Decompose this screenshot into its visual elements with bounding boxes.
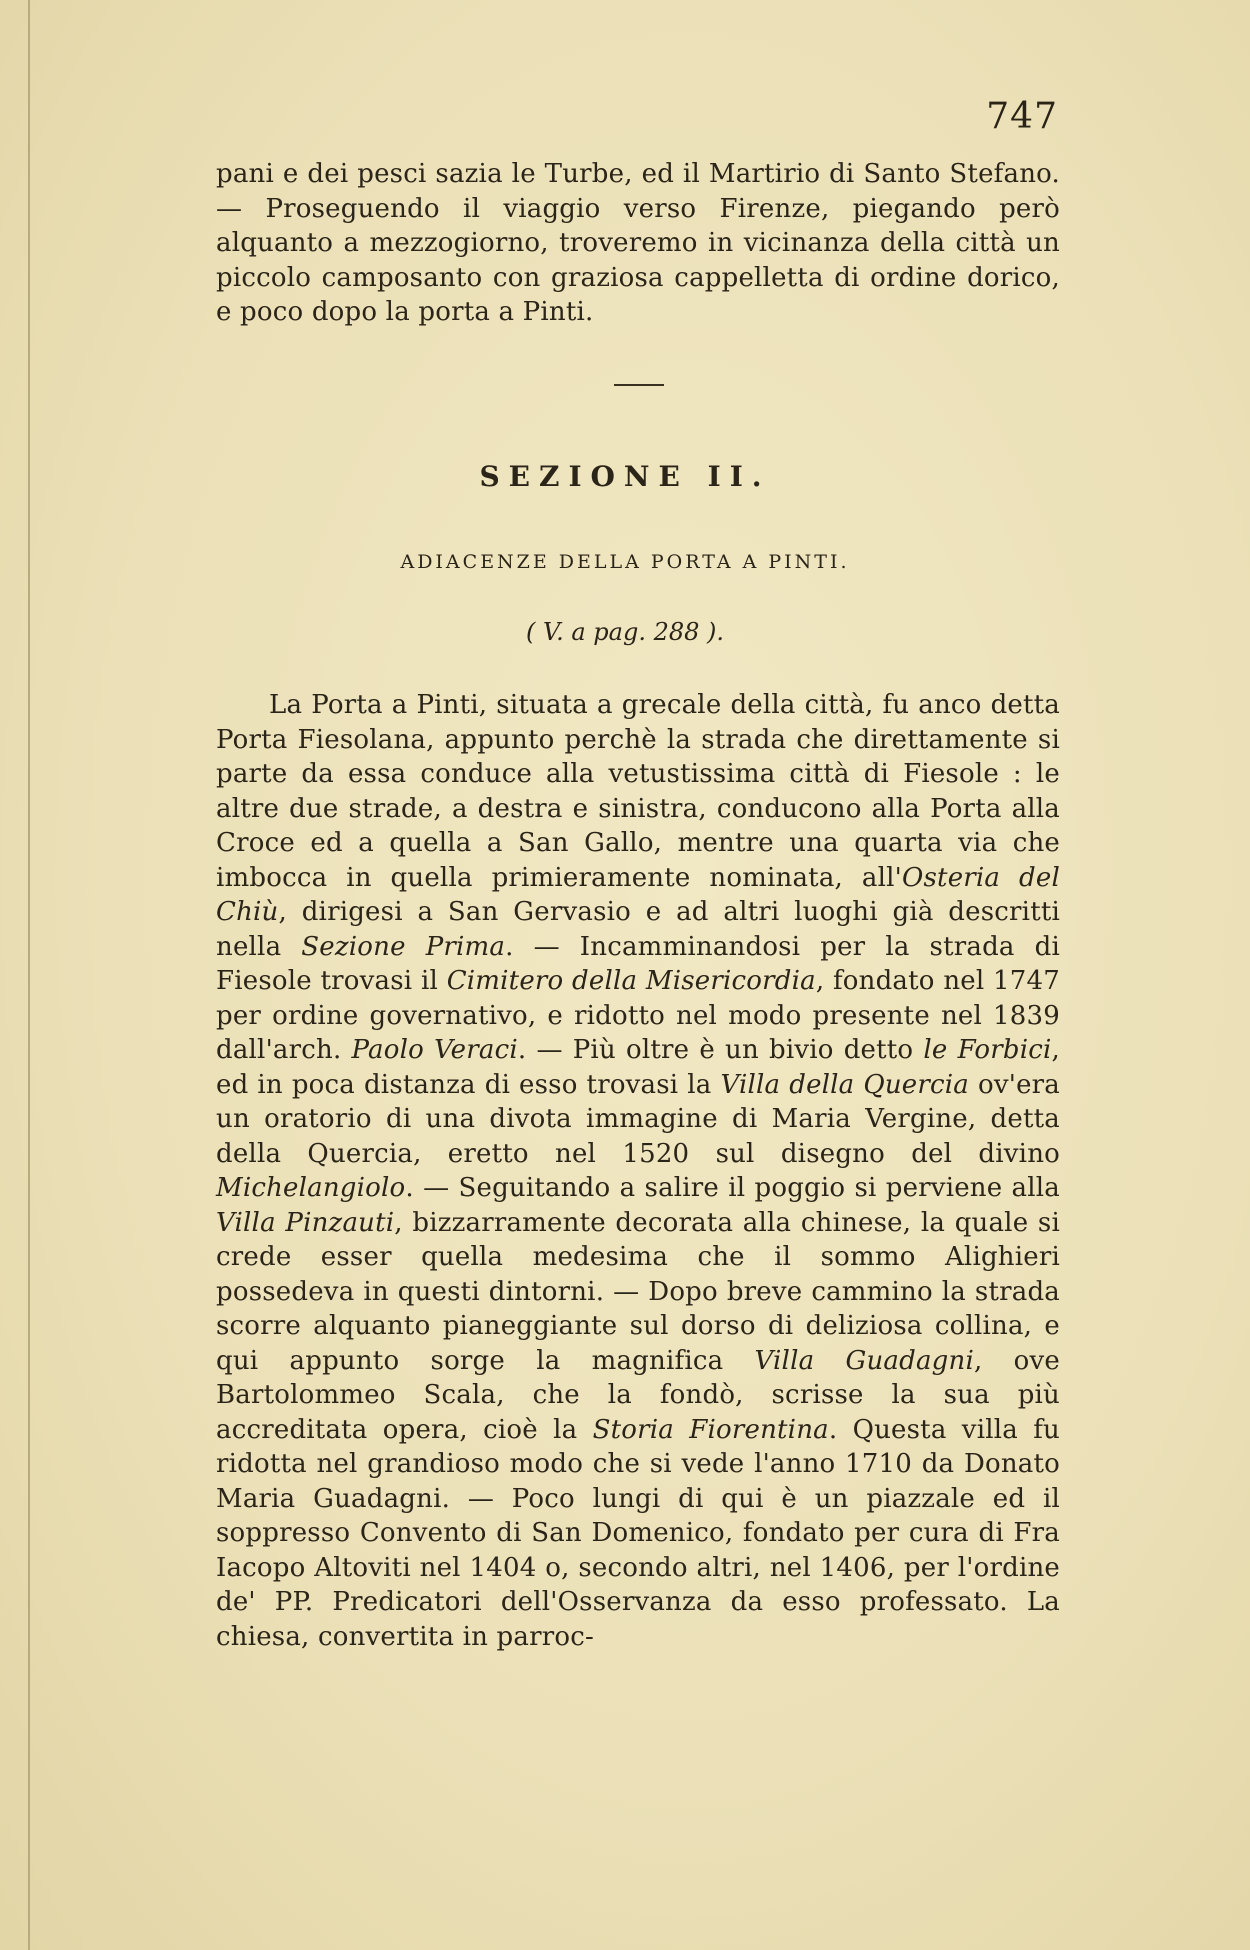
text-run: , fondato nel 1747 per ordine governativo, e ridotto nel modo presente nel 1839 dall'arch. bbox=[216, 966, 1061, 1065]
page-number: 747 bbox=[986, 96, 1058, 137]
section-page-reference: ( V. a pag. 288 ). bbox=[525, 618, 725, 646]
top-paragraph: pani e dei pesci sazia le Turbe, ed il Martirio di Santo Stefano. — Proseguendo il viaggio verso Firenze, piegando però alquanto a mezzogiorno, troveremo in vicinanza della città un piccolo camposanto con graziosa cappelletta di ordine dorico, e poco dopo la porta a Pinti. bbox=[216, 159, 1060, 327]
italic-person-name: Michelangiolo bbox=[216, 1173, 406, 1203]
italic-section-reference: Sezione Prima bbox=[301, 931, 506, 962]
italic-place-name: Villa Guadagni bbox=[754, 1345, 974, 1376]
page-binding-edge bbox=[28, 0, 30, 1950]
text-run: ov'era un oratorio di una divota immagine di Maria Vergine, detta della Quercia, eretto nel 1520 sul disegno del divino bbox=[216, 1069, 1060, 1169]
italic-place-name: le Forbici bbox=[923, 1035, 1052, 1065]
text-run: . — Incamminandosi per la strada di Fiesole trovasi il bbox=[216, 931, 1060, 996]
italic-place-name: Villa della Quercia bbox=[720, 1069, 970, 1100]
main-text-block bbox=[216, 688, 1060, 1654]
top-text-block bbox=[216, 157, 1060, 330]
text-run: , dirigesi a San Gervasio e ad altri luoghi già descritti nella bbox=[216, 897, 1060, 962]
text-run: , ove Bartolommeo Scala, che la fondò, scrisse la sua più accreditata opera, cioè la bbox=[216, 1345, 1060, 1445]
text-run: . Questa villa fu ridotta nel grandioso modo che si vede l'anno 1710 da Donato Maria Guadagni. — Poco lungi di qui è un piazzale ed il soppresso Convento di San Domenico, fondato per cura di Fra Iacopo Altoviti nel 1404 o, secondo altri, nel 1406, per l'ordine de' PP. Predicatori dell'Osservanza da esso professato. La chiesa, convertita in parroc- bbox=[216, 1414, 1060, 1652]
text-run: La Porta a Pinti, situata a grecale della città, fu anco detta Porta Fiesolana, appunto perchè la strada che direttamente si parte da essa conduce alla vetustissima città di Fiesole : le altre due strade, a destra e sinistra, conducono alla Porta alla Croce ed a quella a San Gallo, mentre una quarta via che imbocca in quella primieramente nominata, all' bbox=[216, 690, 1060, 893]
italic-place-name: Cimitero della Misericordia bbox=[446, 966, 816, 996]
italic-place-name: Villa Pinzauti bbox=[216, 1207, 395, 1238]
section-title: SEZIONE II. bbox=[479, 460, 771, 493]
section-subtitle: ADIACENZE DELLA PORTA A PINTI. bbox=[400, 551, 850, 573]
text-run: . — Seguitando a salire il poggio si perviene alla bbox=[405, 1173, 1060, 1203]
text-run: , bizzarramente decorata alla chinese, la quale si crede esser quella medesima che il sommo Alighieri possedeva in questi dintorni. — Dopo breve cammino la strada scorre alquanto pianeggiante sul dorso di deliziosa collina, e qui appunto sorge la magnifica bbox=[216, 1207, 1060, 1376]
section-divider-rule bbox=[614, 384, 664, 386]
italic-person-name: Paolo Veraci bbox=[351, 1035, 518, 1065]
italic-book-title: Storia Fiorentina bbox=[592, 1414, 829, 1445]
main-paragraph bbox=[216, 688, 1060, 1654]
text-run: . — Più oltre è un bivio detto bbox=[517, 1035, 924, 1065]
italic-place-name: Osteria del Chiù bbox=[216, 862, 1060, 927]
text-run: , ed in poca distanza di esso trovasi la bbox=[216, 1035, 1060, 1100]
